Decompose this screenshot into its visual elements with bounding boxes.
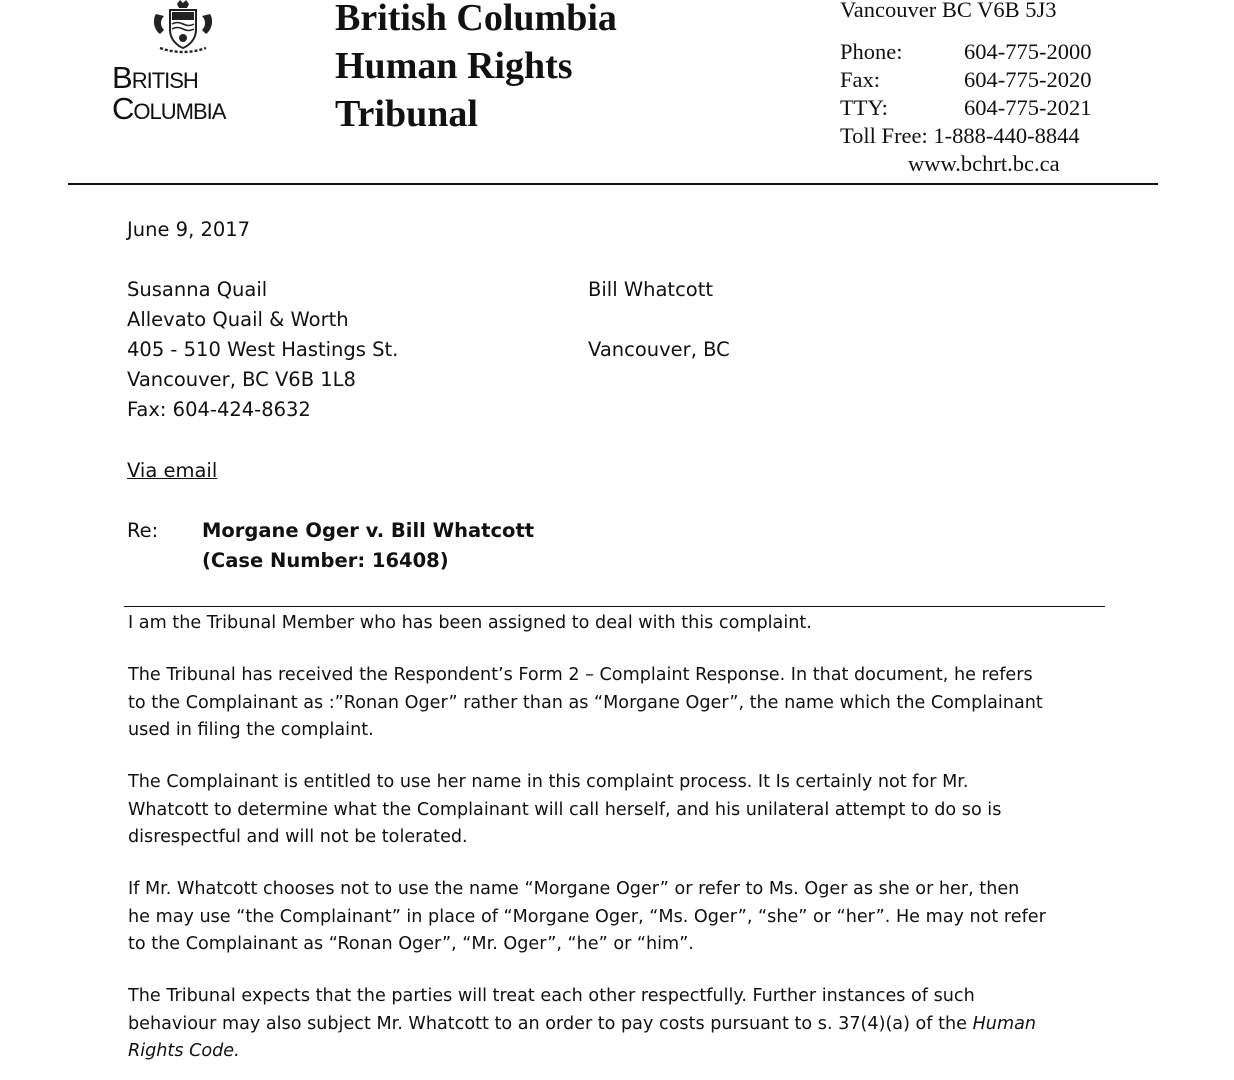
re-case-number: (Case Number: 16408) [202, 549, 449, 572]
paragraph-line: If Mr. Whatcott chooses not to use the name “Morgane Oger” or refer to Ms. Oger as she or her, then [128, 879, 1020, 899]
recipient-1-line: Fax: 604-424-8632 [127, 398, 311, 421]
delivery-method: Via email [127, 459, 218, 482]
bc-wordmark [112, 60, 226, 126]
fax-number: 604-775-2020 [964, 67, 1092, 92]
tribunal-name-line-2: Human Rights [335, 45, 573, 87]
website-link[interactable]: www.bchrt.bc.ca [908, 151, 1060, 176]
paragraph-line: used in filing the complaint. [128, 720, 374, 740]
paragraph-line: to the Complainant as :”Ronan Oger” rather than as “Morgane Oger”, the name which the Complainant [128, 692, 1043, 713]
paragraph-line: I am the Tribunal Member who has been assigned to deal with this complaint. [128, 613, 812, 633]
recipient-1-line: Susanna Quail [127, 278, 268, 301]
recipient-1-line: Allevato Quail & Worth [127, 308, 349, 331]
wordmark-line-2: COLUMBIA [112, 91, 226, 126]
bc-coat-of-arms-icon [150, 0, 216, 56]
recipient-2-line: Vancouver, BC [588, 338, 730, 361]
paragraph-line: Whatcott to determine what the Complainant will call herself, and his unilateral attempt to do so is [128, 799, 1002, 820]
paragraph-line: to the Complainant as “Ronan Oger”, “Mr. Oger”, “he” or “him”. [128, 934, 694, 954]
tribunal-name-line-3: Tribunal [335, 93, 478, 135]
re-case-title: Morgane Oger v. Bill Whatcott [202, 519, 535, 542]
paragraph-line-text: behaviour may also subject Mr. Whatcott to an order to pay costs pursuant to s. 37(4)(a) of the [128, 1013, 973, 1034]
fax-label: Fax: [840, 67, 881, 92]
letterhead-divider [68, 183, 1158, 185]
paragraph-line [128, 1038, 1108, 1066]
paragraph-line: The Tribunal has received the Respondent’s Form 2 – Complaint Response. In that document, he refers [128, 665, 1033, 685]
statute-name-part-1: Human [972, 1013, 1037, 1034]
tribunal-address: Vancouver BC V6B 5J3 [840, 0, 1057, 22]
phone-label: Phone: [840, 39, 903, 64]
paragraph-2 [128, 662, 1108, 745]
toll-free-number: Toll Free: 1-888-440-8844 [840, 123, 1080, 148]
tty-label: TTY: [840, 95, 888, 120]
phone-number: 604-775-2000 [964, 39, 1092, 64]
recipient-1-line: 405 - 510 West Hastings St. [127, 338, 399, 361]
recipient-2-line: Bill Whatcott [588, 278, 714, 301]
tribunal-name [335, 0, 617, 138]
tty-number: 604-775-2021 [964, 95, 1092, 120]
paragraph-1 [128, 610, 1108, 638]
wordmark-line-1: BRITISH [112, 60, 198, 95]
paragraph-line: The Tribunal expects that the parties will treat each other respectfully. Further instances of such [128, 986, 975, 1006]
paragraph-line: he may use “the Complainant” in place of “Morgane Oger, “Ms. Oger”, “she” or “her”. He may not refer [128, 906, 1046, 927]
paragraph-5 [128, 983, 1108, 1066]
tribunal-name-line-1: British Columbia [335, 0, 617, 39]
letter-date: June 9, 2017 [127, 218, 251, 241]
paragraph-line [128, 1011, 1108, 1039]
statute-name-part-2: Rights Code. [128, 1041, 240, 1061]
re-label: Re: [127, 519, 159, 542]
paragraph-4 [128, 876, 1108, 959]
subject-divider [124, 606, 1105, 607]
paragraph-3 [128, 769, 1108, 852]
paragraph-line: The Complainant is entitled to use her name in this complaint process. It Is certainly not for Mr. [128, 772, 969, 792]
paragraph-line: disrespectful and will not be tolerated. [128, 827, 468, 847]
recipient-1-line: Vancouver, BC V6B 1L8 [127, 368, 356, 391]
